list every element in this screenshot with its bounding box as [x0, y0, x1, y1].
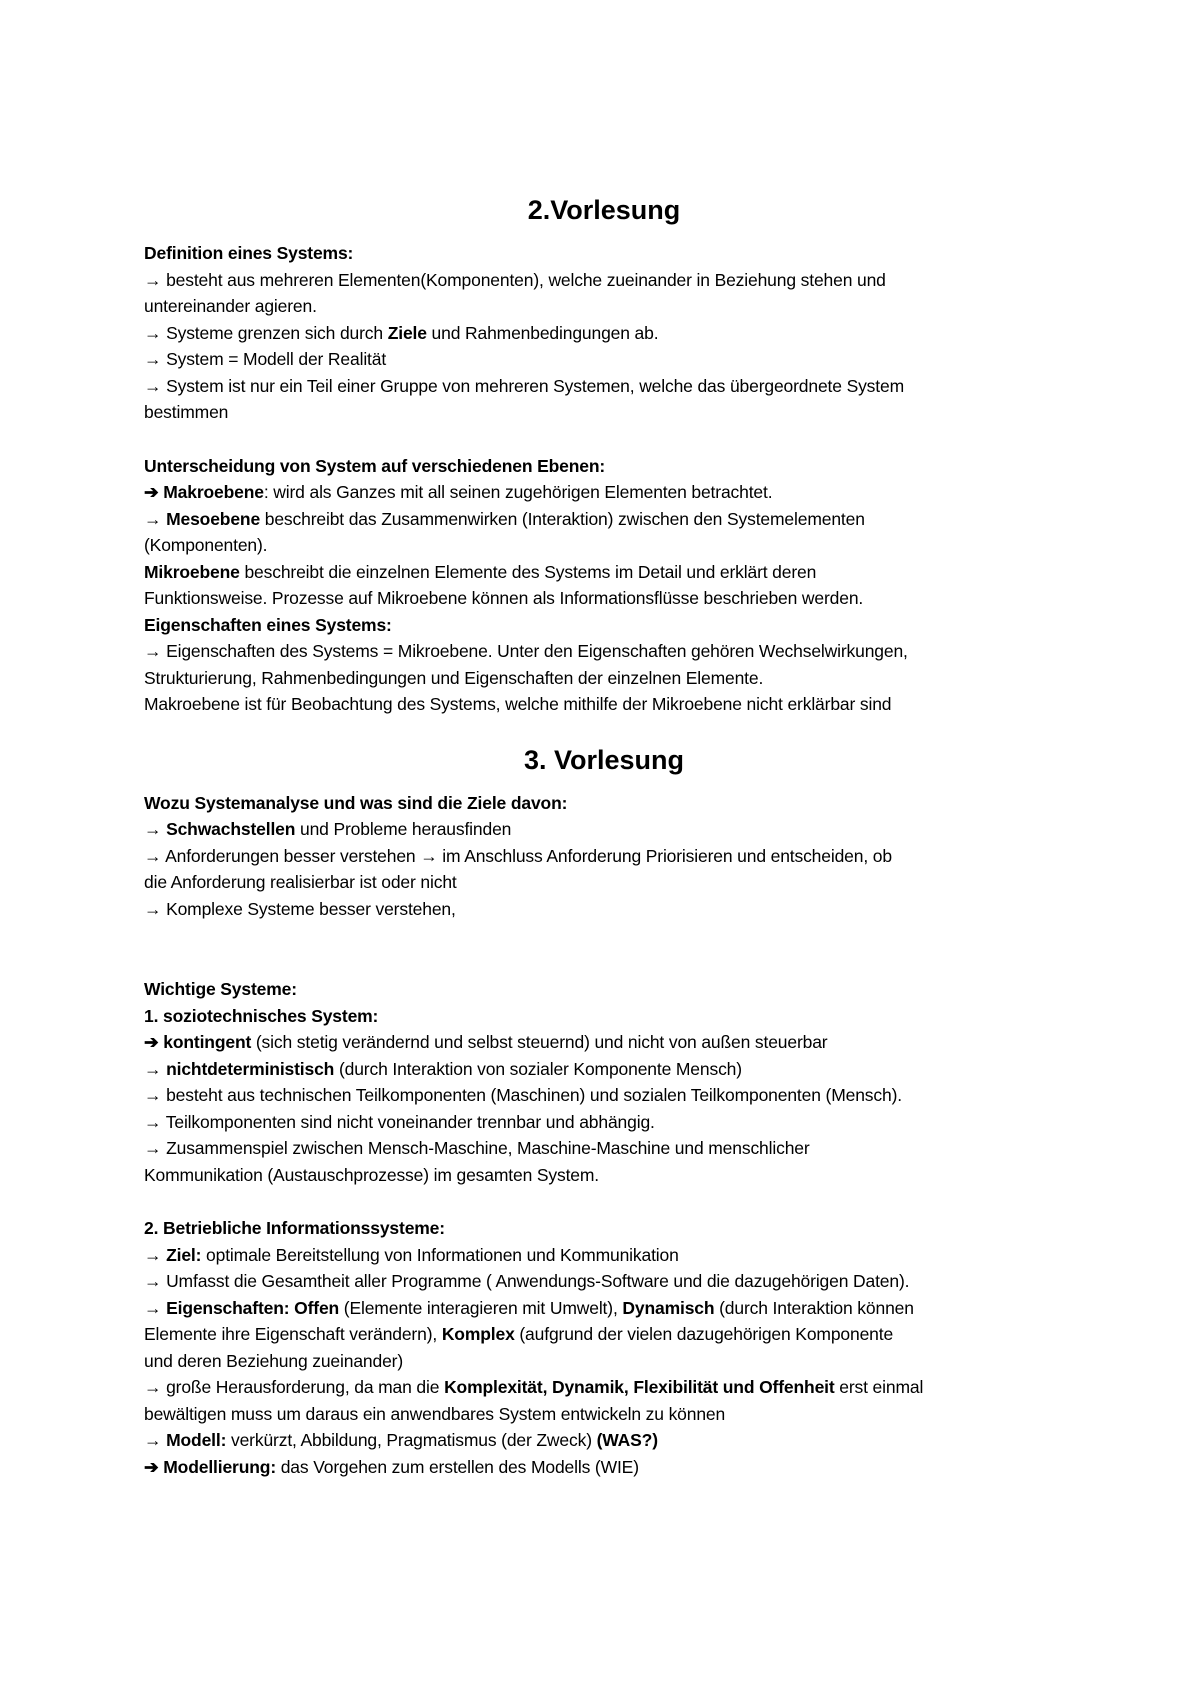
wozu-line-2: → Anforderungen besser verstehen → im Anschluss Anforderung Priorisieren und entscheiden, ob [144, 845, 892, 866]
soziotechnisch-line-5b: Kommunikation (Austauschprozesse) im gesamten System. [144, 1164, 600, 1185]
arrow-icon: → [144, 1244, 162, 1265]
arrow-icon: → [144, 1085, 162, 1105]
eigenschaften-line-2: Strukturierung, Rahmenbedingungen und Eigenschaften der einzelnen Elemente. [144, 667, 764, 688]
betriebliche-line-3b: Elemente ihre Eigenschaft verändern), Komplex (aufgrund der vielen dazugehörigen Komponente [144, 1324, 894, 1344]
arrow-bold-icon: ➔ [144, 1456, 159, 1477]
arrow-icon: → [144, 1111, 162, 1132]
soziotechnisch-line-3: → besteht aus technischen Teilkomponenten (Maschinen) und sozialen Teilkomponenten (Mensch). [144, 1085, 902, 1105]
mikroebene-line: Mikroebene beschreibt die einzelnen Elemente des Systems im Detail und erklärt deren [144, 561, 817, 582]
arrow-icon: → [144, 322, 162, 343]
betriebliche-line-4b: bewältigen muss um daraus ein anwendbares System entwickeln zu können [144, 1403, 726, 1424]
arrow-icon: → [144, 508, 162, 529]
arrow-icon: → [144, 375, 162, 396]
definition-line-1: → besteht aus mehreren Elementen(Komponenten), welche zueinander in Beziehung stehen und [144, 269, 886, 290]
definition-line-2: → Systeme grenzen sich durch Ziele und Rahmenbedingungen ab. [144, 322, 659, 343]
wozu-line-3: → Komplexe Systeme besser verstehen, [144, 898, 456, 919]
soziotechnisch-line-1: ➔ kontingent (sich stetig verändernd und selbst steuernd) und nicht von außen steuerbar [144, 1032, 828, 1052]
wozu-heading: Wozu Systemanalyse und was sind die Ziele davon: [144, 792, 568, 813]
soziotechnisch-line-4: → Teilkomponenten sind nicht voneinander trennbar und abhängig. [144, 1111, 655, 1132]
ebenen-heading: Unterscheidung von System auf verschiedenen Ebenen: [144, 455, 606, 476]
arrow-icon: → [144, 1377, 162, 1397]
betriebliche-line-5: → Modell: verkürzt, Abbildung, Pragmatismus (der Zweck) (WAS?) [144, 1430, 658, 1450]
arrow-icon: → [144, 1271, 162, 1291]
mesoebene-line-2: (Komponenten). [144, 535, 268, 555]
betriebliche-line-2: → Umfasst die Gesamtheit aller Programme ( Anwendungs-Software und die dazugehörigen Daten). [144, 1271, 910, 1291]
arrow-bold-icon: ➔ [144, 1032, 159, 1052]
page-content [144, 192, 1064, 1480]
wozu-line-2b: die Anforderung realisierbar ist oder nicht [144, 872, 457, 892]
arrow-icon: → [144, 349, 162, 369]
betriebliche-line-3: → Eigenschaften: Offen (Elemente interagieren mit Umwelt), Dynamisch (durch Interaktion können [144, 1297, 914, 1318]
arrow-icon: → [144, 819, 162, 839]
makroebene-line: ➔ Makroebene: wird als Ganzes mit all seinen zugehörigen Elementen betrachtet. [144, 482, 773, 502]
arrow-icon: → [144, 898, 162, 919]
eigenschaften-line-3: Makroebene ist für Beobachtung des Systems, welche mithilfe der Mikroebene nicht erklärbar sind [144, 694, 892, 714]
arrow-icon: → [144, 1297, 162, 1318]
arrow-icon: → [144, 269, 162, 290]
definition-line-4: → System ist nur ein Teil einer Gruppe von mehreren Systemen, welche das übergeordnete System [144, 375, 905, 396]
betriebliche-line-6: ➔ Modellierung: das Vorgehen zum erstellen des Modells (WIE) [144, 1456, 639, 1477]
definition-heading: Definition eines Systems: [144, 243, 354, 263]
arrow-icon: → [144, 1138, 162, 1158]
soziotechnisch-line-2: → nichtdeterministisch (durch Interaktion von sozialer Komponente Mensch) [144, 1058, 742, 1079]
soziotechnisch-heading: 1. soziotechnisches System: [144, 1005, 379, 1026]
soziotechnisch-line-5: → Zusammenspiel zwischen Mensch-Maschine, Maschine-Maschine und menschlicher [144, 1138, 810, 1158]
betriebliche-line-3c: und deren Beziehung zueinander) [144, 1350, 404, 1371]
section-title-vorlesung-3: 3. Vorlesung [523, 744, 685, 775]
mikroebene-line-2: Funktionsweise. Prozesse auf Mikroebene können als Informationsflüsse beschrieben werden. [144, 588, 864, 608]
arrow-icon: → [420, 845, 438, 866]
arrow-icon: → [144, 1430, 162, 1450]
definition-line-1b: untereinander agieren. [144, 296, 317, 316]
wichtige-systeme-heading: Wichtige Systeme: [144, 979, 297, 999]
eigenschaften-line-1: → Eigenschaften des Systems = Mikroebene. Unter den Eigenschaften gehören Wechselwirkungen, [144, 641, 908, 661]
section-title-vorlesung-2: 2.Vorlesung [527, 195, 681, 225]
arrow-icon: → [144, 1058, 162, 1079]
wozu-line-1: → Schwachstellen und Probleme herausfinden [144, 819, 512, 839]
arrow-icon: → [144, 845, 162, 866]
betriebliche-line-4: → große Herausforderung, da man die Komplexität, Dynamik, Flexibilität und Offenheit erst einmal [144, 1377, 924, 1397]
arrow-bold-icon: ➔ [144, 482, 159, 502]
betriebliche-heading: 2. Betriebliche Informationssysteme: [144, 1218, 445, 1238]
betriebliche-line-1: → Ziel: optimale Bereitstellung von Informationen und Kommunikation [144, 1244, 679, 1265]
mesoebene-line: → Mesoebene beschreibt das Zusammenwirken (Interaktion) zwischen den Systemelementen [144, 508, 865, 529]
definition-line-3: → System = Modell der Realität [144, 349, 387, 369]
arrow-icon: → [144, 641, 162, 661]
eigenschaften-heading: Eigenschaften eines Systems: [144, 614, 392, 635]
definition-line-4b: bestimmen [144, 402, 229, 422]
